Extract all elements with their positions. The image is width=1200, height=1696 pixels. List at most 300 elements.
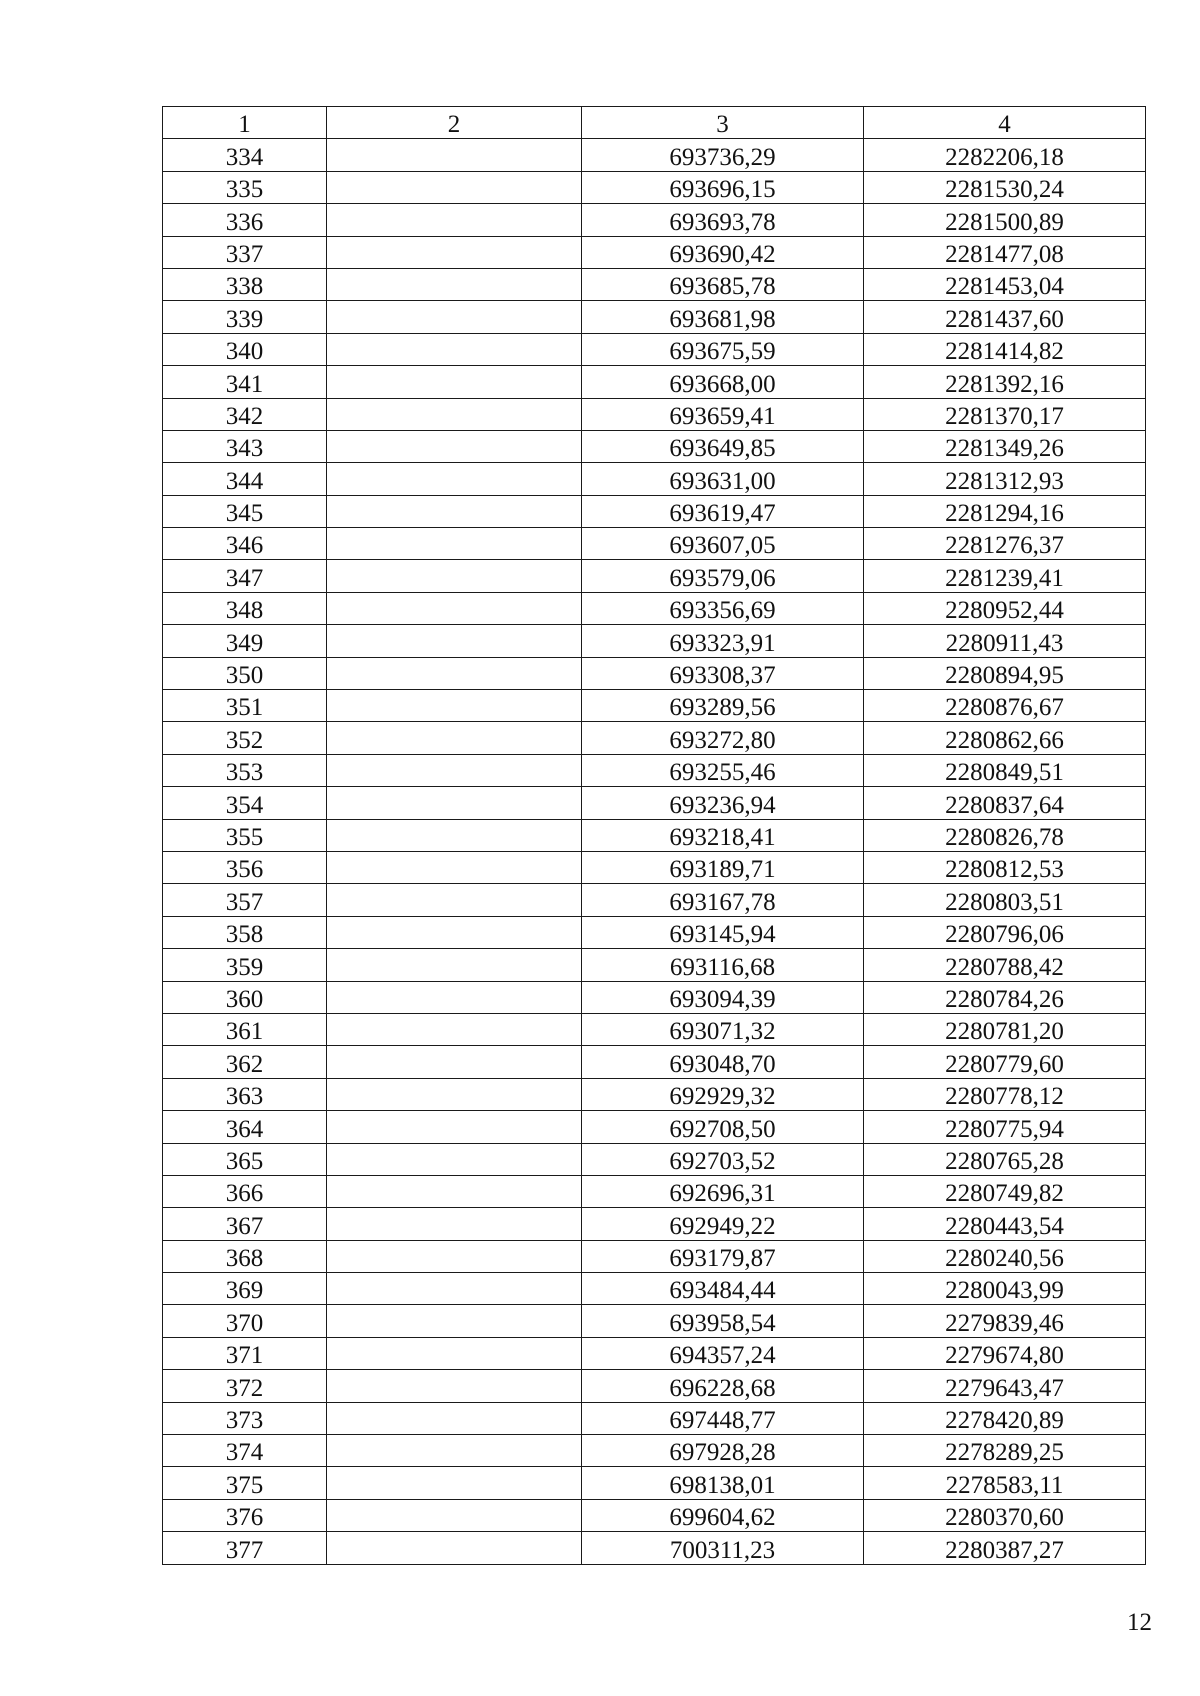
x-coordinate-cell xyxy=(582,1370,864,1402)
cell-text: 346 xyxy=(225,532,264,560)
cell-text: 2281349,26 xyxy=(945,435,1064,463)
point-number-cell xyxy=(163,495,327,527)
point-number-cell xyxy=(163,268,327,300)
point-number-cell xyxy=(163,430,327,462)
y-coordinate-cell xyxy=(864,171,1146,203)
cell-text: 355 xyxy=(225,823,264,851)
cell-text: 349 xyxy=(225,629,264,657)
y-coordinate-cell xyxy=(864,1078,1146,1110)
point-number-cell xyxy=(163,1337,327,1369)
point-number-cell xyxy=(163,398,327,430)
point-number-cell xyxy=(163,1240,327,1272)
cell-text: 2282206,18 xyxy=(945,143,1064,171)
x-coordinate-cell xyxy=(582,463,864,495)
cell-text: 353 xyxy=(225,759,264,787)
cell-text: 699604,62 xyxy=(669,1504,776,1532)
cell-text: 693649,85 xyxy=(669,435,776,463)
cell-text: 2280837,64 xyxy=(945,791,1064,819)
point-number-cell xyxy=(163,1305,327,1337)
x-coordinate-cell xyxy=(582,1013,864,1045)
table-row xyxy=(163,690,1146,722)
empty-cell xyxy=(327,625,582,657)
x-coordinate-cell xyxy=(582,366,864,398)
table-row xyxy=(163,754,1146,786)
cell-text: 693958,54 xyxy=(669,1309,776,1337)
cell-text: 694357,24 xyxy=(669,1342,776,1370)
table-row xyxy=(163,722,1146,754)
cell-text: 2281312,93 xyxy=(945,467,1064,495)
y-coordinate-cell xyxy=(864,333,1146,365)
cell-text: 693272,80 xyxy=(669,726,776,754)
table-row xyxy=(163,1337,1146,1369)
cell-text: 337 xyxy=(225,240,264,268)
cell-text: 2278420,89 xyxy=(945,1407,1064,1435)
cell-text: 692708,50 xyxy=(669,1115,776,1143)
table-row xyxy=(163,1078,1146,1110)
empty-cell xyxy=(327,754,582,786)
empty-cell xyxy=(327,366,582,398)
cell-text: 2280043,99 xyxy=(945,1277,1064,1305)
cell-text: 2280952,44 xyxy=(945,597,1064,625)
cell-text: 359 xyxy=(225,953,264,981)
y-coordinate-cell xyxy=(864,851,1146,883)
table-row xyxy=(163,949,1146,981)
empty-cell xyxy=(327,139,582,171)
cell-text: 697448,77 xyxy=(669,1407,776,1435)
cell-text: 693579,06 xyxy=(669,564,776,592)
point-number-cell xyxy=(163,236,327,268)
table-row xyxy=(163,268,1146,300)
empty-cell xyxy=(327,1402,582,1434)
table-row xyxy=(163,1143,1146,1175)
table-row xyxy=(163,851,1146,883)
x-coordinate-cell xyxy=(582,1111,864,1143)
cell-text: 693071,32 xyxy=(669,1018,776,1046)
table-row xyxy=(163,1046,1146,1078)
cell-text: 336 xyxy=(225,208,264,236)
point-number-cell xyxy=(163,949,327,981)
empty-cell xyxy=(327,851,582,883)
cell-text: 357 xyxy=(225,888,264,916)
x-coordinate-cell xyxy=(582,236,864,268)
cell-text: 354 xyxy=(225,791,264,819)
cell-text: 693659,41 xyxy=(669,402,776,430)
cell-text: 2280749,82 xyxy=(945,1180,1064,1208)
cell-text: 692703,52 xyxy=(669,1147,776,1175)
cell-text: 693619,47 xyxy=(669,500,776,528)
table-header xyxy=(163,107,1146,139)
cell-text: 350 xyxy=(225,662,264,690)
header-cell-4: 4 xyxy=(864,107,1146,139)
y-coordinate-cell xyxy=(864,1370,1146,1402)
cell-text: 2280849,51 xyxy=(945,759,1064,787)
empty-cell xyxy=(327,1499,582,1531)
cell-text: 698138,01 xyxy=(669,1471,776,1499)
y-coordinate-cell xyxy=(864,463,1146,495)
cell-text: 2280911,43 xyxy=(945,629,1064,657)
cell-text: 2281437,60 xyxy=(945,305,1064,333)
cell-text: 2280784,26 xyxy=(945,985,1064,1013)
table-body xyxy=(163,139,1146,1564)
point-number-cell xyxy=(163,1532,327,1564)
point-number-cell xyxy=(163,1046,327,1078)
cell-text: 2278289,25 xyxy=(945,1439,1064,1467)
y-coordinate-cell xyxy=(864,236,1146,268)
empty-cell xyxy=(327,1078,582,1110)
cell-text: 693607,05 xyxy=(669,532,776,560)
cell-text: 363 xyxy=(225,1083,264,1111)
cell-text: 351 xyxy=(225,694,264,722)
x-coordinate-cell xyxy=(582,1078,864,1110)
cell-text: 376 xyxy=(225,1504,264,1532)
table-row xyxy=(163,819,1146,851)
cell-text: 696228,68 xyxy=(669,1374,776,1402)
empty-cell xyxy=(327,657,582,689)
empty-cell xyxy=(327,1467,582,1499)
cell-text: 2281453,04 xyxy=(945,273,1064,301)
x-coordinate-cell xyxy=(582,1402,864,1434)
cell-text: 693356,69 xyxy=(669,597,776,625)
y-coordinate-cell xyxy=(864,301,1146,333)
x-coordinate-cell xyxy=(582,1435,864,1467)
empty-cell xyxy=(327,1208,582,1240)
point-number-cell xyxy=(163,463,327,495)
y-coordinate-cell xyxy=(864,949,1146,981)
empty-cell xyxy=(327,1305,582,1337)
table-row xyxy=(163,495,1146,527)
empty-cell xyxy=(327,528,582,560)
x-coordinate-cell xyxy=(582,851,864,883)
cell-text: 364 xyxy=(225,1115,264,1143)
cell-text: 692696,31 xyxy=(669,1180,776,1208)
y-coordinate-cell xyxy=(864,1046,1146,1078)
x-coordinate-cell xyxy=(582,333,864,365)
cell-text: 372 xyxy=(225,1374,264,1402)
point-number-cell xyxy=(163,301,327,333)
y-coordinate-cell xyxy=(864,204,1146,236)
empty-cell xyxy=(327,1435,582,1467)
table-row xyxy=(163,463,1146,495)
empty-cell xyxy=(327,916,582,948)
y-coordinate-cell xyxy=(864,1305,1146,1337)
cell-text: 370 xyxy=(225,1309,264,1337)
x-coordinate-cell xyxy=(582,1143,864,1175)
cell-text: 2279839,46 xyxy=(945,1309,1064,1337)
cell-text: 693094,39 xyxy=(669,985,776,1013)
x-coordinate-cell xyxy=(582,690,864,722)
header-cell-2: 2 xyxy=(327,107,582,139)
x-coordinate-cell xyxy=(582,657,864,689)
table-row xyxy=(163,916,1146,948)
table-row xyxy=(163,204,1146,236)
x-coordinate-cell xyxy=(582,528,864,560)
empty-cell xyxy=(327,884,582,916)
x-coordinate-cell xyxy=(582,1337,864,1369)
cell-text: 693736,29 xyxy=(669,143,776,171)
cell-text: 2281239,41 xyxy=(945,564,1064,592)
x-coordinate-cell xyxy=(582,1175,864,1207)
cell-text: 700311,23 xyxy=(669,1536,776,1564)
empty-cell xyxy=(327,1370,582,1402)
x-coordinate-cell xyxy=(582,301,864,333)
x-coordinate-cell xyxy=(582,1499,864,1531)
x-coordinate-cell xyxy=(582,495,864,527)
table-row xyxy=(163,398,1146,430)
table-row xyxy=(163,1013,1146,1045)
empty-cell xyxy=(327,690,582,722)
header-cell-3: 3 xyxy=(582,107,864,139)
empty-cell xyxy=(327,495,582,527)
table-row xyxy=(163,333,1146,365)
point-number-cell xyxy=(163,333,327,365)
y-coordinate-cell xyxy=(864,625,1146,657)
cell-text: 693631,00 xyxy=(669,467,776,495)
y-coordinate-cell xyxy=(864,787,1146,819)
empty-cell xyxy=(327,236,582,268)
cell-text: 693685,78 xyxy=(669,273,776,301)
cell-text: 2280894,95 xyxy=(945,662,1064,690)
x-coordinate-cell xyxy=(582,916,864,948)
cell-text: 2280443,54 xyxy=(945,1212,1064,1240)
cell-text: 361 xyxy=(225,1018,264,1046)
cell-text: 2280826,78 xyxy=(945,823,1064,851)
cell-text: 2280803,51 xyxy=(945,888,1064,916)
point-number-cell xyxy=(163,787,327,819)
point-number-cell xyxy=(163,1499,327,1531)
table-row xyxy=(163,1273,1146,1305)
empty-cell xyxy=(327,1240,582,1272)
x-coordinate-cell xyxy=(582,1046,864,1078)
cell-text: 693690,42 xyxy=(669,240,776,268)
point-number-cell xyxy=(163,1013,327,1045)
y-coordinate-cell xyxy=(864,722,1146,754)
cell-text: 2280779,60 xyxy=(945,1050,1064,1078)
table-row xyxy=(163,884,1146,916)
point-number-cell xyxy=(163,1143,327,1175)
cell-text: 693167,78 xyxy=(669,888,776,916)
empty-cell xyxy=(327,722,582,754)
y-coordinate-cell xyxy=(864,1435,1146,1467)
cell-text: 697928,28 xyxy=(669,1439,776,1467)
y-coordinate-cell xyxy=(864,981,1146,1013)
point-number-cell xyxy=(163,851,327,883)
cell-text: 373 xyxy=(225,1407,264,1435)
empty-cell xyxy=(327,204,582,236)
table-row xyxy=(163,625,1146,657)
cell-text: 693668,00 xyxy=(669,370,776,398)
empty-cell xyxy=(327,949,582,981)
cell-text: 348 xyxy=(225,597,264,625)
empty-cell xyxy=(327,819,582,851)
table-row xyxy=(163,657,1146,689)
y-coordinate-cell xyxy=(864,1273,1146,1305)
cell-text: 334 xyxy=(225,143,264,171)
point-number-cell xyxy=(163,1273,327,1305)
cell-text: 693218,41 xyxy=(669,823,776,851)
y-coordinate-cell xyxy=(864,268,1146,300)
cell-text: 2281392,16 xyxy=(945,370,1064,398)
cell-text: 693116,68 xyxy=(669,953,776,981)
cell-text: 2279643,47 xyxy=(945,1374,1064,1402)
table-row xyxy=(163,560,1146,592)
table-row xyxy=(163,528,1146,560)
y-coordinate-cell xyxy=(864,398,1146,430)
table-row xyxy=(163,1111,1146,1143)
x-coordinate-cell xyxy=(582,204,864,236)
cell-text: 693693,78 xyxy=(669,208,776,236)
cell-text: 693323,91 xyxy=(669,629,776,657)
point-number-cell xyxy=(163,592,327,624)
cell-text: 2281294,16 xyxy=(945,500,1064,528)
cell-text: 2280765,28 xyxy=(945,1147,1064,1175)
cell-text: 2281414,82 xyxy=(945,338,1064,366)
cell-text: 693696,15 xyxy=(669,176,776,204)
cell-text: 367 xyxy=(225,1212,264,1240)
cell-text: 693048,70 xyxy=(669,1050,776,1078)
cell-text: 345 xyxy=(225,500,264,528)
cell-text: 365 xyxy=(225,1147,264,1175)
point-number-cell xyxy=(163,139,327,171)
cell-text: 352 xyxy=(225,726,264,754)
empty-cell xyxy=(327,1175,582,1207)
empty-cell xyxy=(327,592,582,624)
table-row xyxy=(163,1467,1146,1499)
cell-text: 2280812,53 xyxy=(945,856,1064,884)
table-row xyxy=(163,171,1146,203)
cell-text: 344 xyxy=(225,467,264,495)
point-number-cell xyxy=(163,981,327,1013)
cell-text: 2279674,80 xyxy=(945,1342,1064,1370)
point-number-cell xyxy=(163,1402,327,1434)
empty-cell xyxy=(327,301,582,333)
cell-text: 362 xyxy=(225,1050,264,1078)
x-coordinate-cell xyxy=(582,754,864,786)
y-coordinate-cell xyxy=(864,1143,1146,1175)
page-number: 12 xyxy=(1127,1609,1152,1636)
cell-text: 360 xyxy=(225,985,264,1013)
cell-text: 2280788,42 xyxy=(945,953,1064,981)
cell-text: 693681,98 xyxy=(669,305,776,333)
x-coordinate-cell xyxy=(582,1532,864,1564)
cell-text: 693289,56 xyxy=(669,694,776,722)
y-coordinate-cell xyxy=(864,1499,1146,1531)
table-row xyxy=(163,1175,1146,1207)
cell-text: 2280781,20 xyxy=(945,1018,1064,1046)
y-coordinate-cell xyxy=(864,139,1146,171)
x-coordinate-cell xyxy=(582,1467,864,1499)
y-coordinate-cell xyxy=(864,754,1146,786)
x-coordinate-cell xyxy=(582,1305,864,1337)
table-row xyxy=(163,301,1146,333)
y-coordinate-cell xyxy=(864,592,1146,624)
cell-text: 377 xyxy=(225,1536,264,1564)
point-number-cell xyxy=(163,722,327,754)
cell-text: 341 xyxy=(225,370,264,398)
cell-text: 2281276,37 xyxy=(945,532,1064,560)
point-number-cell xyxy=(163,204,327,236)
x-coordinate-cell xyxy=(582,787,864,819)
cell-text: 340 xyxy=(225,338,264,366)
cell-text: 2280240,56 xyxy=(945,1245,1064,1273)
point-number-cell xyxy=(163,1208,327,1240)
cell-text: 371 xyxy=(225,1342,264,1370)
point-number-cell xyxy=(163,1467,327,1499)
cell-text: 693145,94 xyxy=(669,921,776,949)
empty-cell xyxy=(327,1013,582,1045)
table-row xyxy=(163,1402,1146,1434)
cell-text: 693236,94 xyxy=(669,791,776,819)
point-number-cell xyxy=(163,1175,327,1207)
x-coordinate-cell xyxy=(582,981,864,1013)
empty-cell xyxy=(327,1111,582,1143)
cell-text: 692949,22 xyxy=(669,1212,776,1240)
x-coordinate-cell xyxy=(582,1208,864,1240)
point-number-cell xyxy=(163,1370,327,1402)
cell-text: 347 xyxy=(225,564,264,592)
cell-text: 366 xyxy=(225,1180,264,1208)
cell-text: 2280876,67 xyxy=(945,694,1064,722)
y-coordinate-cell xyxy=(864,916,1146,948)
x-coordinate-cell xyxy=(582,1240,864,1272)
x-coordinate-cell xyxy=(582,1273,864,1305)
point-number-cell xyxy=(163,560,327,592)
x-coordinate-cell xyxy=(582,560,864,592)
empty-cell xyxy=(327,1532,582,1564)
cell-text: 356 xyxy=(225,856,264,884)
y-coordinate-cell xyxy=(864,1013,1146,1045)
empty-cell xyxy=(327,787,582,819)
cell-text: 693179,87 xyxy=(669,1245,776,1273)
table-row xyxy=(163,1305,1146,1337)
table-row xyxy=(163,1208,1146,1240)
table-row xyxy=(163,366,1146,398)
point-number-cell xyxy=(163,1078,327,1110)
header-cell-1: 1 xyxy=(163,107,327,139)
coordinates-table xyxy=(162,106,1146,1565)
empty-cell xyxy=(327,1273,582,1305)
empty-cell xyxy=(327,268,582,300)
point-number-cell xyxy=(163,1435,327,1467)
y-coordinate-cell xyxy=(864,495,1146,527)
cell-text: 2281500,89 xyxy=(945,208,1064,236)
y-coordinate-cell xyxy=(864,528,1146,560)
cell-text: 369 xyxy=(225,1277,264,1305)
cell-text: 2281477,08 xyxy=(945,240,1064,268)
cell-text: 2280778,12 xyxy=(945,1083,1064,1111)
point-number-cell xyxy=(163,625,327,657)
cell-text: 338 xyxy=(225,273,264,301)
x-coordinate-cell xyxy=(582,398,864,430)
point-number-cell xyxy=(163,819,327,851)
table-row xyxy=(163,236,1146,268)
empty-cell xyxy=(327,560,582,592)
y-coordinate-cell xyxy=(864,1208,1146,1240)
cell-text: 374 xyxy=(225,1439,264,1467)
empty-cell xyxy=(327,463,582,495)
y-coordinate-cell xyxy=(864,366,1146,398)
y-coordinate-cell xyxy=(864,430,1146,462)
cell-text: 692929,32 xyxy=(669,1083,776,1111)
table-row xyxy=(163,1240,1146,1272)
table-row xyxy=(163,981,1146,1013)
y-coordinate-cell xyxy=(864,884,1146,916)
cell-text: 2280775,94 xyxy=(945,1115,1064,1143)
cell-text: 693308,37 xyxy=(669,662,776,690)
empty-cell xyxy=(327,430,582,462)
x-coordinate-cell xyxy=(582,171,864,203)
cell-text: 2280387,27 xyxy=(945,1536,1064,1564)
y-coordinate-cell xyxy=(864,1240,1146,1272)
